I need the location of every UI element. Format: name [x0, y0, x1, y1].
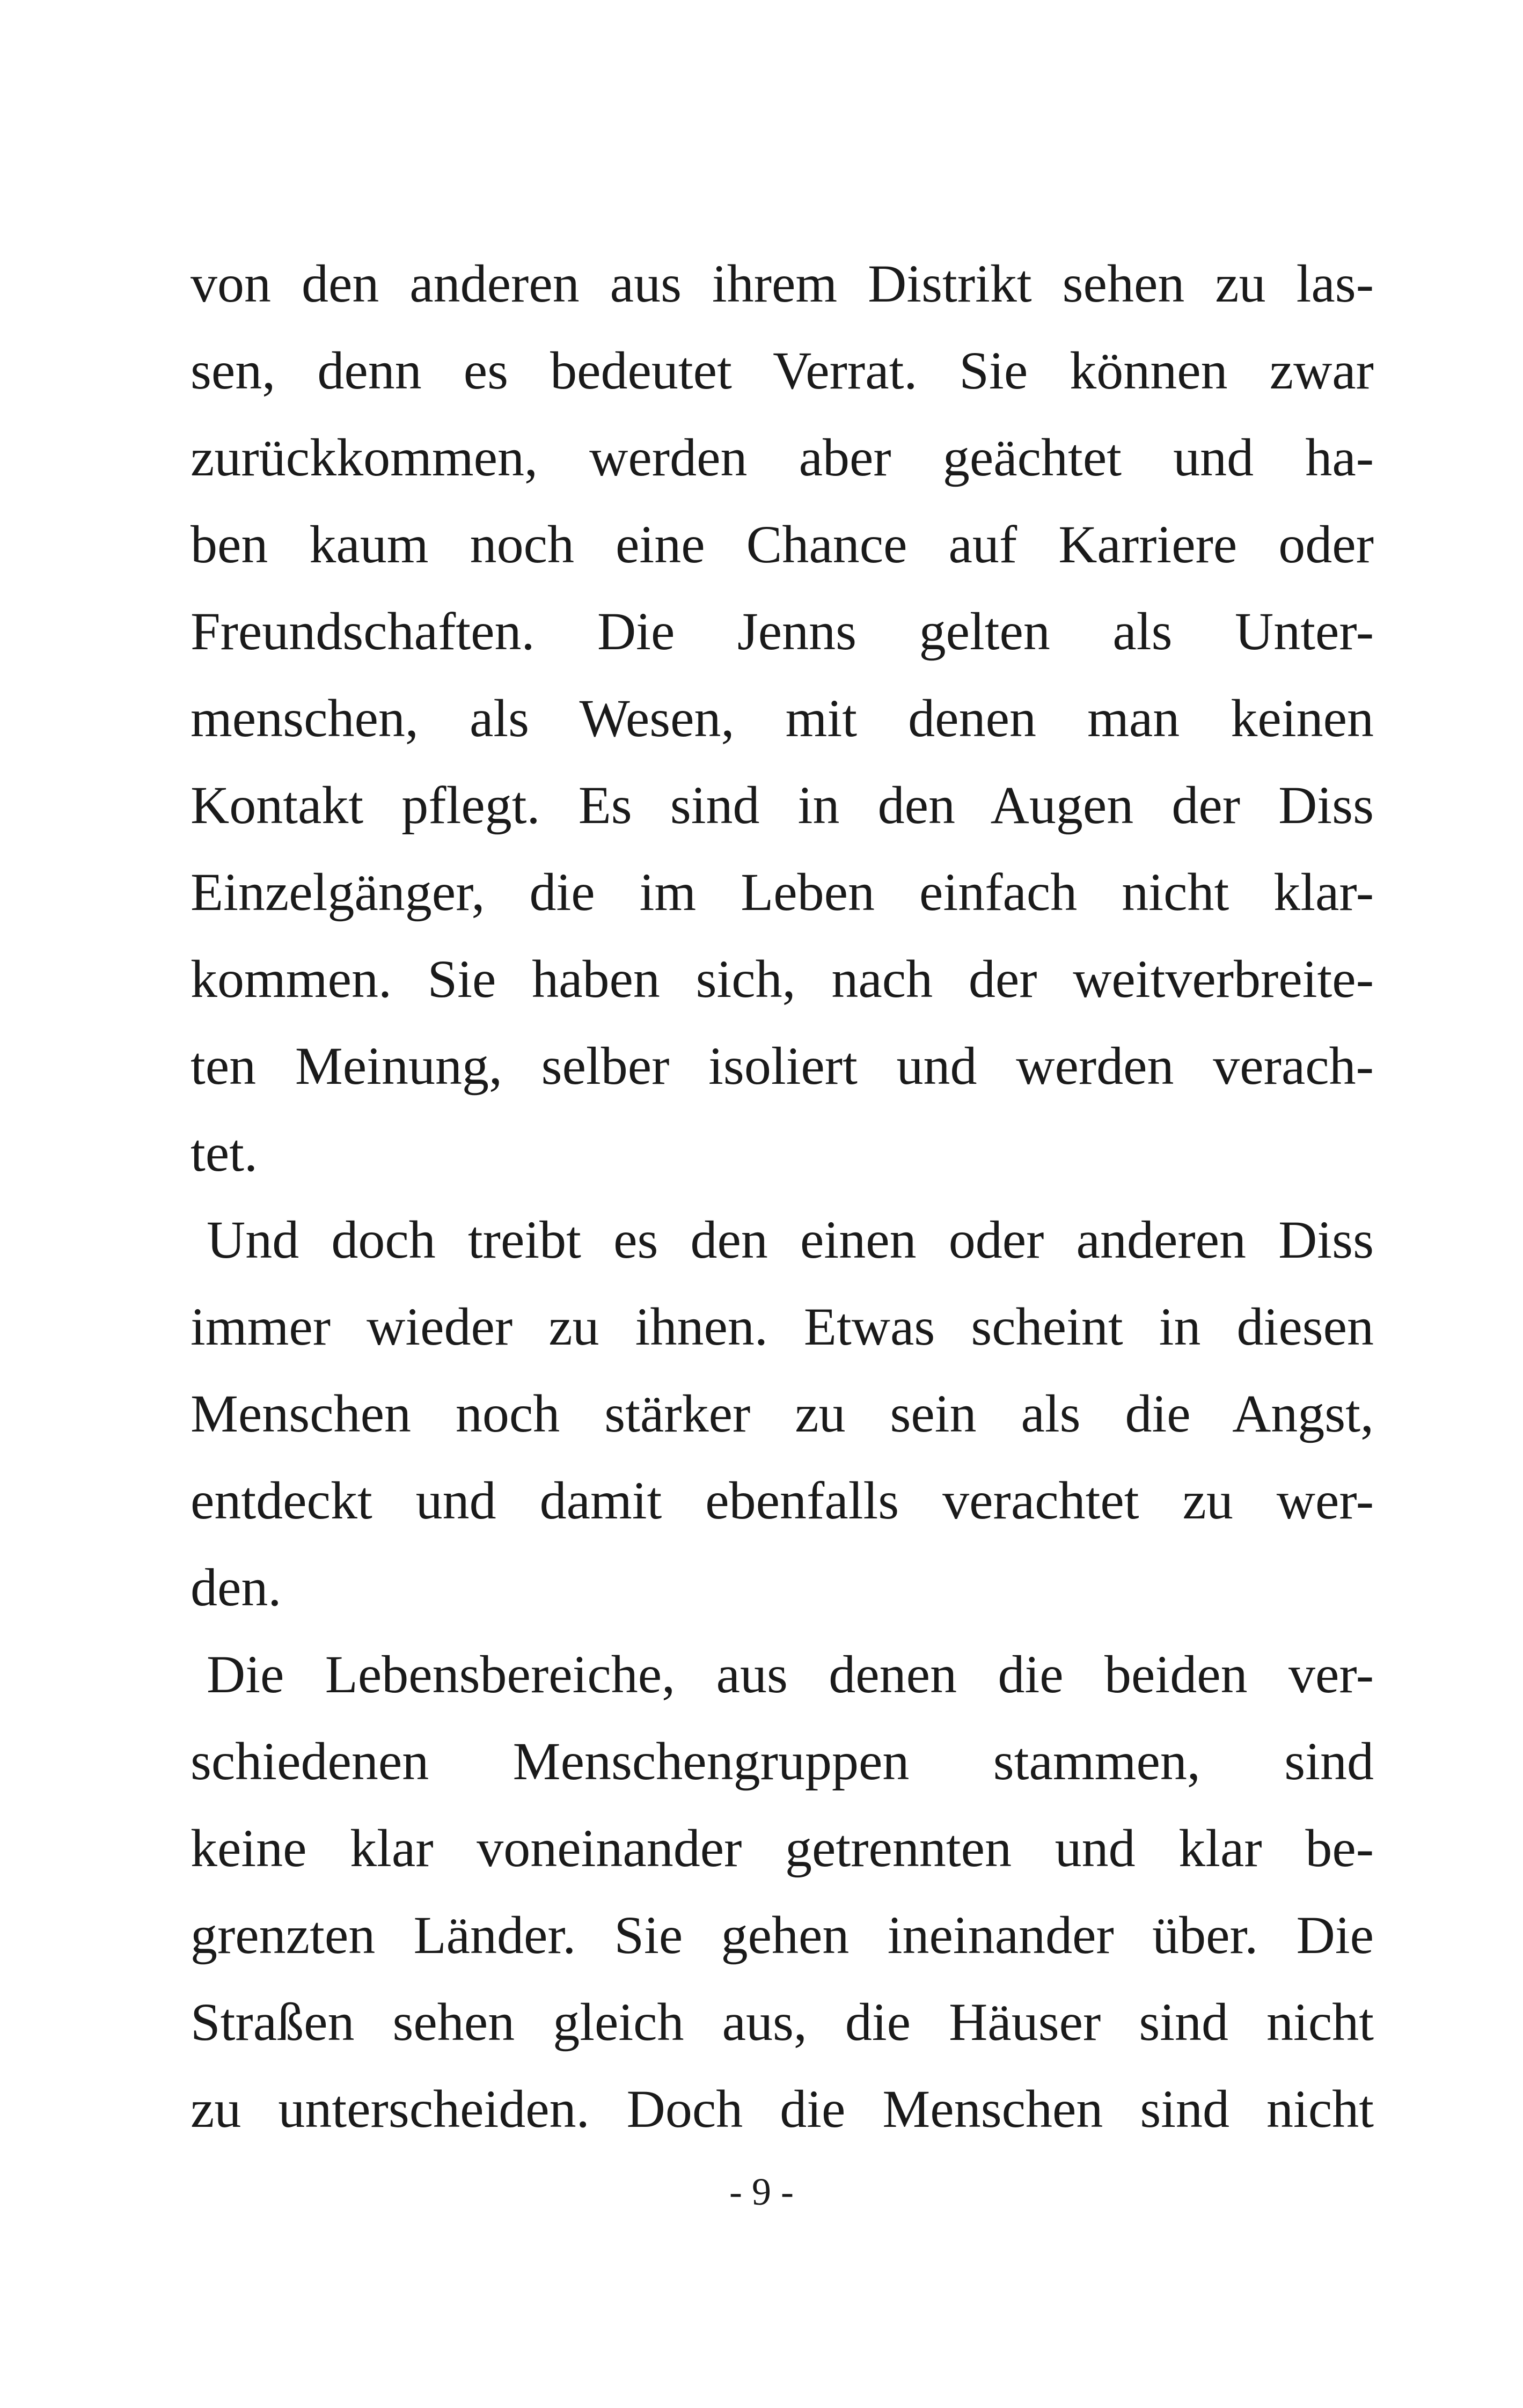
body-text [191, 240, 1374, 2153]
text-line: von den anderen aus ihrem Distrikt sehen zu las- [191, 254, 1374, 313]
text-line: Menschen noch stärker zu sein als die Angst, [191, 1384, 1374, 1443]
text-line: Kontakt pflegt. Es sind in den Augen der Diss [191, 775, 1374, 835]
text-line: entdeckt und damit ebenfalls verachtet zu wer- [191, 1471, 1374, 1530]
text-line: schiedenen Menschengruppen stammen, sind [191, 1731, 1374, 1791]
text-line: Freundschaften. Die Jenns gelten als Unter- [191, 601, 1374, 661]
text-line: Einzelgänger, die im Leben einfach nicht klar- [191, 862, 1374, 922]
text-line: ten Meinung, selber isoliert und werden verach- [191, 1036, 1374, 1096]
text-line: grenzten Länder. Sie gehen ineinander über. Die [191, 1905, 1374, 1965]
text-line: den. [191, 1558, 282, 1617]
text-line: zu unterscheiden. Doch die Menschen sind nicht [191, 2079, 1374, 2139]
text-line: Straßen sehen gleich aus, die Häuser sind nicht [191, 1992, 1374, 2052]
text-line: immer wieder zu ihnen. Etwas scheint in diesen [191, 1297, 1374, 1356]
page-number: - 9 - [729, 2170, 794, 2213]
text-line: menschen, als Wesen, mit denen man keinen [191, 688, 1374, 748]
paragraph-first-line: Die Lebensbereiche, aus denen die beiden ver- [207, 1645, 1374, 1704]
text-line: tet. [191, 1123, 258, 1183]
text-line: kommen. Sie haben sich, nach der weitverbreite- [191, 949, 1374, 1009]
paragraph-first-line: Und doch treibt es den einen oder anderen Diss [207, 1210, 1374, 1269]
text-line: keine klar voneinander getrennten und klar be- [191, 1818, 1374, 1878]
text-line: sen, denn es bedeutet Verrat. Sie können zwar [191, 341, 1374, 400]
text-line: zurückkommen, werden aber geächtet und ha- [191, 428, 1374, 487]
text-line: ben kaum noch eine Chance auf Karriere oder [191, 515, 1374, 574]
